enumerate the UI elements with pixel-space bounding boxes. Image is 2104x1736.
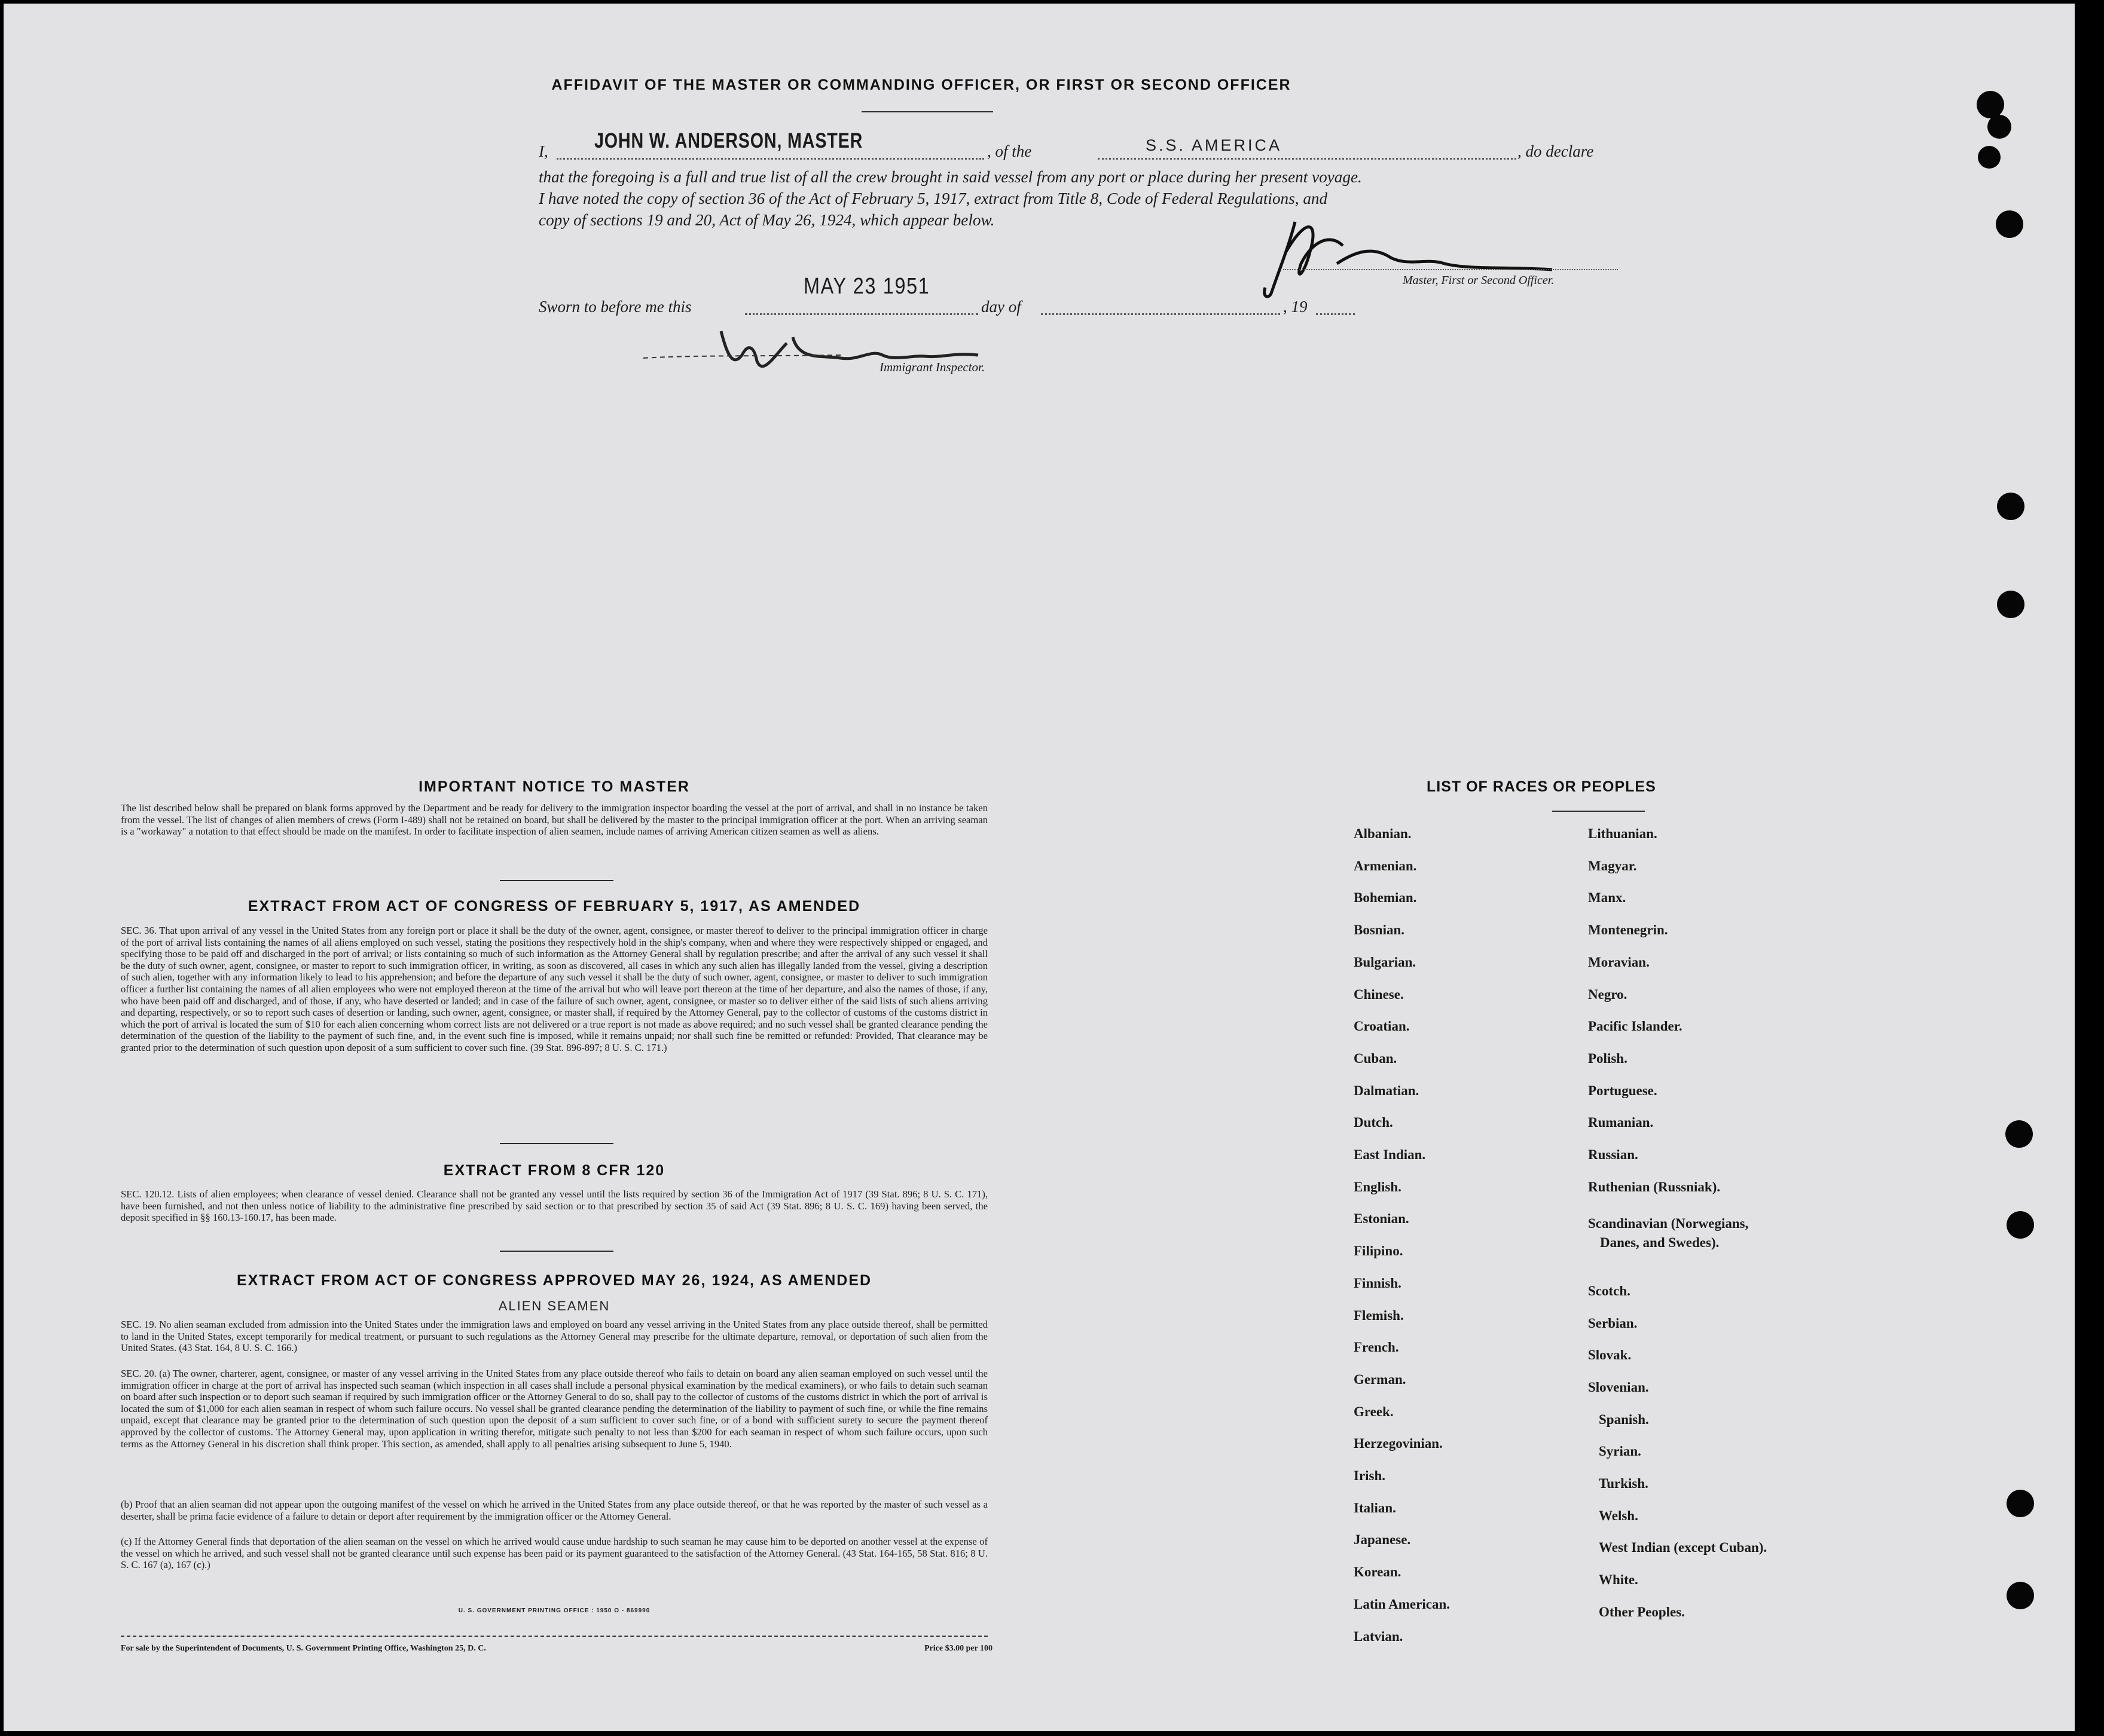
race-item: Cuban.	[1354, 1050, 1397, 1066]
race-item: Lithuanian.	[1588, 826, 1657, 841]
extract-cfr-text: SEC. 120.12. Lists of alien employees; when clearance of vessel denied. Clearance shall not be granted any vessel until the lists required by section 36 of the Immigration Act of 1917 (39 Stat. 896; 8 U. S. C. 171), have been furnished, and not then unless notice of liability to the administrative fine prescribed by said section or to that prescribed by section 35 of said Act (39 Stat. 896; 8 U. S. C. 169) having been served, the deposit specified in §§ 160.13-160.17, has been made.	[121, 1188, 988, 1224]
race-item: Herzegovinian.	[1354, 1436, 1443, 1451]
race-item: Greek.	[1354, 1404, 1394, 1419]
race-item: German.	[1354, 1371, 1406, 1387]
of-the-label: , of the	[987, 142, 1032, 160]
race-item: Portuguese.	[1588, 1083, 1657, 1098]
extract-1917-divider	[500, 1143, 613, 1144]
day-of-label: day of	[981, 298, 1021, 316]
name-line	[557, 158, 984, 160]
extract-1917-title: EXTRACT FROM ACT OF CONGRESS OF FEBRUARY 5, 1917, AS AMENDED	[248, 898, 861, 915]
race-item: Bulgarian.	[1354, 954, 1416, 970]
extract-1924-sec20a: SEC. 20. (a) The owner, charterer, agent, consignee, or master of any vessel arriving in the United States from any place outside thereof who fails to detain on board any alien seaman employed on such vessel until the immigration officer in charge at the port of arrival has inspected such seaman (which inspection in all cases shall include a personal physical examination by the medical examiners), or who fails to detain such seaman on board after such inspection or to deport such seaman if required by such immigration officer or the Attorney General to do so, shall pay to the collector of customs of the customs district in which the port of arrival is located the sum of $1,000 for each alien seaman in respect of whom such failure occurs. No vessel shall be granted clearance pending the determination of the liability to payment of such fine, or while the fine remains unpaid, except that clearance may be granted prior to the determination of such question upon the deposit of a sum sufficient to cover such fine, or of a bond with sufficient surety to secure the payment thereof approved by the collector of customs. The Attorney General may, upon application in writing therefor, mitigate such penalty to not less than $200 for each seaman in respect of whom such failure occurs, upon such terms as the Attorney General in his discretion shall think proper. This section, as amended, shall apply to all penalties arising subsequent to June 5, 1940.	[121, 1368, 988, 1450]
punch-hole	[1997, 591, 2024, 618]
races-title: LIST OF RACES OR PEOPLES	[1427, 778, 1656, 795]
race-item: Japanese.	[1354, 1532, 1411, 1548]
punch-hole	[1996, 210, 2023, 238]
year-line	[1316, 313, 1355, 315]
races-divider	[1552, 811, 1645, 812]
race-item: Slovak.	[1588, 1347, 1632, 1363]
notice-divider	[500, 880, 613, 881]
race-item: Welsh.	[1599, 1508, 1638, 1523]
race-item: Turkish.	[1599, 1476, 1648, 1491]
extract-1924-sec20b: (b) Proof that an alien seaman did not appear upon the outgoing manifest of the vessel on which he arrived in the United States from any place outside thereof, or that he was reported by the master of such vessel as a deserter, shall be prima facie evidence of a failure to detain or deport after requirement by the immigration officer or the Attorney General.	[121, 1499, 988, 1522]
affidavit-line-4: copy of sections 19 and 20, Act of May 26, 1924, which appear below.	[539, 211, 995, 229]
race-item: Croatian.	[1354, 1019, 1410, 1034]
race-item: East Indian.	[1354, 1147, 1426, 1162]
month-line	[1041, 313, 1280, 315]
race-item: Dalmatian.	[1354, 1083, 1419, 1098]
extract-1924-title: EXTRACT FROM ACT OF CONGRESS APPROVED MAY 26, 1924, AS AMENDED	[236, 1272, 872, 1289]
extract-cfr-divider	[500, 1251, 613, 1252]
punch-hole	[1978, 146, 2001, 169]
race-item: French.	[1354, 1340, 1399, 1355]
extract-1924-sec20c: (c) If the Attorney General finds that deportation of the alien seaman on the vessel on which he arrived would cause undue hardship to such seaman he may cause him to be deported on another vessel at the expense of the vessel on which he arrived, and such vessel shall not be granted clearance until such expense has been paid or its payment guaranteed to the satisfaction of the Attorney General. (43 Stat. 164-165, 58 Stat. 816; 8 U. S. C. 167 (a), 167 (c).)	[121, 1536, 988, 1571]
race-item: Italian.	[1354, 1500, 1396, 1515]
officer-label: Master, First or Second Officer.	[1403, 274, 1555, 287]
race-item: Chinese.	[1354, 986, 1404, 1002]
signature-line	[1283, 269, 1618, 270]
master-name: JOHN W. ANDERSON, MASTER	[594, 129, 863, 152]
extract-1917-text: SEC. 36. That upon arrival of any vessel in the United States from any foreign port or place it shall be the duty of the owner, agent, consignee, or master thereof to deliver to the principal immigration officer in charge of the port of arrival lists containing the names of all aliens employed on such vessel, stating the positions they respectively hold in the ship's company, when and where they were respectively shipped or engaged, and specifying those to be paid off and discharged in the port of arrival; or lists containing so much of such information as the Attorney General shall by regulation prescribe; and after the arrival of any such vessel it shall be the duty of such owner, agent, consignee, or master to report to such immigration officer, in writing, as soon as discovered, all cases in which any such alien has illegally landed from the vessel, giving a description of such alien, together with any information likely to lead to his apprehension; and before the departure of any such vessel it shall be the duty of such owner, agent, consignee, or master to deliver to such immigration officer a further list containing the names of all alien employees who were not employed thereon at the time of the arrival but who will leave port thereon at the time of her departure, and also the names of those, if any, who have been paid off and discharged, and of those, if any, who have deserted or landed; and in case of the failure of such owner, agent, consignee, or master so to deliver either of the said lists of such aliens arriving and departing, respectively, or so to report such cases of desertion or landing, such owner, agent, consignee, or master shall, if required by the Attorney General, pay to the collector of customs of the customs district in which the port of arrival is located the sum of $10 for each alien concerning whom correct lists are not delivered or a true report is not made as above required; and no such vessel shall be granted clearance pending the determination of the question of the liability to the payment of such fine, and, in the event such fine is imposed, while it remains unpaid; nor shall such fine be remitted or refunded: Provided, That clearance may be granted prior to the determination of such question upon deposit of a sum sufficient to cover such fine. (39 Stat. 896-897; 8 U. S. C. 171.)	[121, 925, 988, 1053]
race-item: Bohemian.	[1354, 890, 1417, 906]
document-page	[4, 4, 2075, 1731]
race-item: Bosnian.	[1354, 922, 1405, 938]
inspector-label: Immigrant Inspector.	[880, 360, 985, 374]
punch-hole	[2007, 1490, 2034, 1517]
sworn-line	[745, 313, 978, 315]
race-item: Estonian.	[1354, 1211, 1409, 1227]
race-item: Armenian.	[1354, 858, 1417, 873]
race-item: Moravian.	[1588, 954, 1650, 970]
footer-price: Price $3.00 per 100	[924, 1644, 993, 1653]
alien-seamen-subtitle: ALIEN SEAMEN	[498, 1298, 610, 1313]
race-item: Polish.	[1588, 1050, 1627, 1066]
race-item: Manx.	[1588, 890, 1626, 906]
punch-hole	[1987, 115, 2011, 139]
race-item: Montenegrin.	[1588, 922, 1668, 938]
race-item: Finnish.	[1354, 1275, 1401, 1291]
i-label: I,	[539, 142, 548, 160]
race-item: English.	[1354, 1179, 1401, 1194]
gpo-line: U. S. GOVERNMENT PRINTING OFFICE : 1950 O - 869990	[458, 1607, 651, 1614]
footer-sale-text: For sale by the Superintendent of Documents, U. S. Government Printing Office, Washington 25, D. C.	[121, 1644, 486, 1653]
declare-label: , do declare	[1517, 142, 1594, 160]
sworn-label: Sworn to before me this	[539, 298, 692, 316]
race-item: Albanian.	[1354, 826, 1412, 841]
race-item: Irish.	[1354, 1468, 1386, 1483]
year-label: , 19	[1283, 298, 1308, 316]
race-item: Other Peoples.	[1599, 1604, 1685, 1619]
race-item: Scandinavian (Norwegians,	[1588, 1216, 1749, 1231]
stamp-date: MAY 23 1951	[804, 274, 930, 299]
race-item: Syrian.	[1599, 1444, 1641, 1459]
race-item: Pacific Islander.	[1588, 1019, 1682, 1034]
extract-1924-sec19: SEC. 19. No alien seaman excluded from admission into the United States under the immigration laws and employed on board any vessel arriving in the United States from any place outside thereof, shall be permitted to land in the United States, except temporarily for medical treatment, or pursuant to such regulations as the Attorney General may prescribe for the ultimate departure, removal, or deportation of such alien from the United States. (43 Stat. 164, 8 U. S. C. 166.)	[121, 1319, 988, 1354]
race-item: Latin American.	[1354, 1596, 1450, 1612]
punch-hole	[2007, 1582, 2034, 1609]
affidavit-line-3: I have noted the copy of section 36 of the Act of February 5, 1917, extract from Title 8, Code of Federal Regulations, and	[539, 190, 1328, 207]
extract-cfr-title: EXTRACT FROM 8 CFR 120	[443, 1162, 665, 1179]
notice-text: The list described below shall be prepared on blank forms approved by the Department and be ready for delivery to the immigration inspector boarding the vessel at the port of arrival, and shall in no instance be taken from the vessel. The list of changes of alien members of crews (Form I-489) shall not be retained on board, but shall be delivered by the master to the principal immigration officer at the port. When an arriving seaman is a "workaway" a notation to that effect should be made on the manifest. In order to facilitate inspection of alien seamen, include names of arriving American citizen seamen as well as aliens.	[121, 802, 988, 838]
punch-hole	[2007, 1211, 2034, 1239]
race-item: Slovenian.	[1588, 1379, 1649, 1395]
vessel-name: S.S. AMERICA	[1146, 136, 1282, 154]
race-item: Filipino.	[1354, 1243, 1403, 1259]
race-item: Ruthenian (Russniak).	[1588, 1179, 1721, 1194]
race-item: Danes, and Swedes).	[1600, 1235, 1720, 1251]
notice-title: IMPORTANT NOTICE TO MASTER	[419, 778, 690, 795]
vessel-line	[1098, 158, 1516, 160]
affidavit-line-2: that the foregoing is a full and true list of all the crew brought in said vessel from any port or place during her present voyage.	[539, 168, 1362, 186]
race-item: Russian.	[1588, 1147, 1638, 1162]
race-item: Dutch.	[1354, 1115, 1393, 1130]
race-item: Latvian.	[1354, 1628, 1403, 1644]
race-item: West Indian (except Cuban).	[1599, 1540, 1767, 1555]
punch-hole	[1997, 493, 2024, 520]
race-item: Spanish.	[1599, 1411, 1649, 1427]
race-item: Scotch.	[1588, 1283, 1630, 1298]
race-item: Rumanian.	[1588, 1115, 1654, 1130]
race-item: Korean.	[1354, 1564, 1401, 1580]
footer-rule	[121, 1636, 988, 1637]
race-item: Serbian.	[1588, 1315, 1638, 1331]
race-item: Flemish.	[1354, 1307, 1404, 1323]
punch-hole	[2005, 1120, 2033, 1148]
title-underline	[862, 111, 993, 112]
affidavit-title: AFFIDAVIT OF THE MASTER OR COMMANDING OFFICER, OR FIRST OR SECOND OFFICER	[551, 77, 1291, 93]
race-item: White.	[1599, 1572, 1638, 1588]
race-item: Magyar.	[1588, 858, 1637, 873]
race-item: Negro.	[1588, 986, 1627, 1002]
